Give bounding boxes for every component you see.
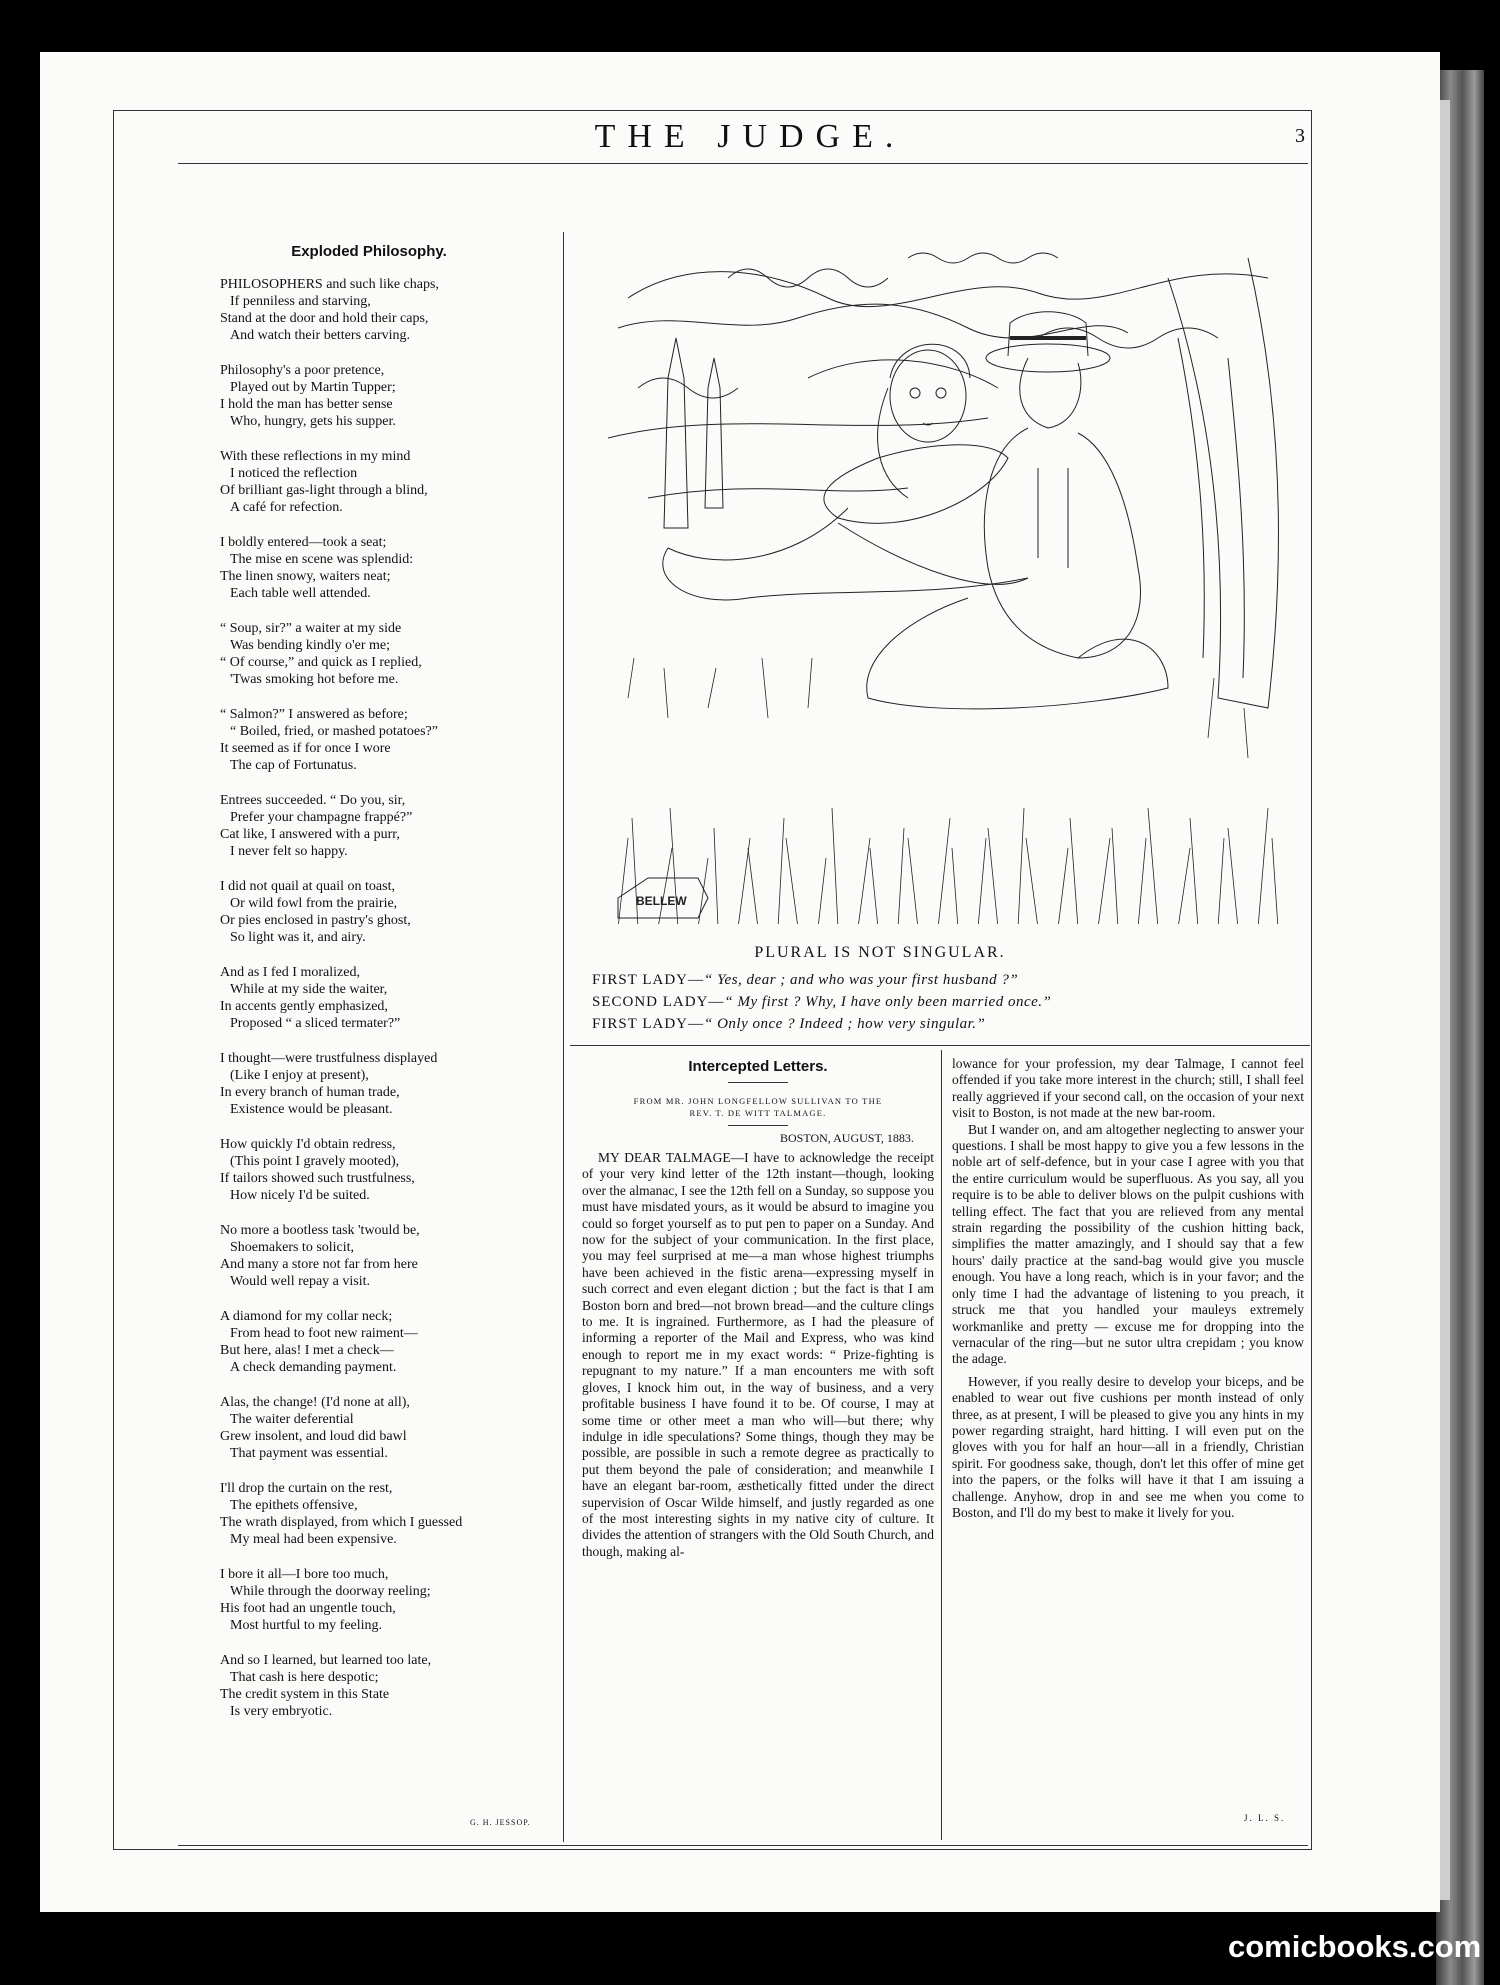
bottom-rule xyxy=(178,1845,1308,1846)
poem-line: Alas, the change! (I'd none at all), xyxy=(220,1395,410,1410)
letter-initials: J. L. S. xyxy=(1244,1813,1286,1823)
poem-stanza xyxy=(220,276,550,344)
poem-line: Or wild fowl from the prairie, xyxy=(230,896,398,911)
poem-line: The waiter deferential xyxy=(230,1412,354,1427)
poem-line: PHILOSOPHERS and such like chaps, xyxy=(220,277,439,292)
letters-title: Intercepted Letters. xyxy=(688,1058,828,1075)
from-line-1: FROM MR. JOHN LONGFELLOW SULLIVAN TO THE xyxy=(633,1096,883,1106)
poem-line: The credit system in this State xyxy=(220,1687,390,1702)
poem-line: The epithets offensive, xyxy=(230,1498,358,1513)
poem-line: In every branch of human trade, xyxy=(220,1085,400,1100)
masthead: THE JUDGE. xyxy=(594,118,906,155)
poem-line: Played out by Martin Tupper; xyxy=(230,380,396,395)
poem-line: Philosophy's a poor pretence, xyxy=(220,363,385,378)
poem-line: From head to foot new raiment— xyxy=(230,1326,418,1341)
poem-line: Who, hungry, gets his supper. xyxy=(230,414,396,429)
poem-line: I'll drop the curtain on the rest, xyxy=(220,1481,393,1496)
poem-line: And as I fed I moralized, xyxy=(220,965,360,980)
page-number: 3 xyxy=(1295,125,1305,147)
poem-line: Proposed “ a sliced termater?” xyxy=(230,1016,401,1031)
poem-line: I boldly entered—took a seat; xyxy=(220,535,387,550)
poem-stanza xyxy=(220,878,550,946)
poem-stanza xyxy=(220,534,550,602)
caption-line-2 xyxy=(592,994,1051,1011)
caption-speaker: SECOND LADY— xyxy=(592,994,725,1010)
poem-stanza xyxy=(220,1050,550,1118)
poem-line: No more a bootless task 'twould be, xyxy=(220,1223,420,1238)
poem-line: It seemed as if for once I wore xyxy=(220,741,391,756)
letter-paragraph: MY DEAR TALMAGE—I have to acknowledge the receipt of your very kind letter of the 12th instant—though, looking over the almanac, I see the 12th fell on a Sunday, so suppose you must have misdated yours, as it would be absurd to imagine you could so forget yourself as to put pen to paper on a Sunday. And now for the subject of your communication. In the first place, you may feel surprised at me—a man whose highest triumphs have been achieved in the fistic arena—expressing myself in such correct and even elegant diction ; but the fact is that I am Boston born and bred—not brown bread—and the culture clings to me. It is ingrained. Furthermore, as I had the pleasure of informing a reporter of the Mail and Express, who was kind enough to report me in my exact words: “ Prize-fighting is repugnant to my nature.” If a man encounters me with soft gloves, I knock him out, in the way of business, and a very profitable business I have found it to be. Of course, I may at some time or other meet a man who will—but there; why indulge in idle speculations? Some things, though they may be possible, are possible in such a remote degree as practically to put them beyond the pale of consideration; and meanwhile I have an elegant bar-room, æsthetically fitted under the direct supervision of Oscar Wilde himself, and justly regarded as one of the most interesting sights in my native city of culture. It divides the attention of strangers with the Old South Church, and though, making al- xyxy=(582,1150,934,1559)
poem-line: A café for refection. xyxy=(230,500,343,515)
poem-line: A diamond for my collar neck; xyxy=(220,1309,393,1324)
poem-line: Cat like, I answered with a purr, xyxy=(220,827,400,842)
from-rule xyxy=(728,1125,788,1126)
poem-line: Is very embryotic. xyxy=(230,1704,333,1719)
poem-stanza xyxy=(220,964,550,1032)
poem-line: If tailors showed such trustfulness, xyxy=(220,1171,415,1186)
poem-line: (Like I enjoy at present), xyxy=(230,1068,369,1083)
poem-title: Exploded Philosophy. xyxy=(291,243,447,260)
poem-body xyxy=(220,276,550,1738)
poem-line: With these reflections in my mind xyxy=(220,449,411,464)
poem-line: Existence would be pleasant. xyxy=(230,1102,393,1117)
poem-stanza xyxy=(220,448,550,516)
caption-line-1 xyxy=(592,972,1018,989)
letter-paragraph: But I wander on, and am altogether neglecting to answer your questions. I shall be most happy to give you a few lessons in the noble art of self-defence, but in your case I agree with you that the entire curriculum would be superfluous. As you say, all you require is to be able to deliver blows on the pulpit cushions with telling effect. The fact that you are relieved from any mental strain regarding the possibility of the cushion hitting back, simplifies the matter amazingly, and I should say that a few hours' daily practice at the sand-bag would give you muscle enough. You have a long reach, which is in your favor; and the only time I had the advantage of listening to you preach, it struck me that you handled your mauleys extremely workmanlike and pretty — excuse me for dropping into the vernacular of the ring—but ne sutor ultra crepidam ; you know the adage. xyxy=(952,1121,1304,1367)
poem-stanza xyxy=(220,792,550,860)
poem-line: Shoemakers to solicit, xyxy=(230,1240,355,1255)
caption-quote: “ Only once ? Indeed ; how very singular.” xyxy=(704,1016,986,1032)
poem-line: I hold the man has better sense xyxy=(220,397,393,412)
poem-line: And watch their betters carving. xyxy=(230,328,410,343)
poem-line: My meal had been expensive. xyxy=(230,1532,397,1547)
poem-line: The wrath displayed, from which I guessed xyxy=(220,1515,463,1530)
poem-line: I bore it all—I bore too much, xyxy=(220,1567,389,1582)
poem-line: That payment was essential. xyxy=(230,1446,388,1461)
poem-line: A check demanding payment. xyxy=(230,1360,397,1375)
illustration-two-ladies xyxy=(608,238,1294,924)
page-edge xyxy=(1440,100,1450,1900)
letter-paragraph: lowance for your profession, my dear Talmage, I cannot feel offended if you take more interest in the church; still, I shall feel really aggrieved if your second call, on the occasion of your next visit to Boston, is not made at the new bar-room. xyxy=(952,1056,1304,1121)
poem-line: His foot had an ungentle touch, xyxy=(220,1601,396,1616)
poem-line: The mise en scene was splendid: xyxy=(230,552,414,567)
poem-line: Prefer your champagne frappé?” xyxy=(230,810,413,825)
poem-line: While through the doorway reeling; xyxy=(230,1584,431,1599)
poem-line: 'Twas smoking hot before me. xyxy=(230,672,399,687)
poem-line: Most hurtful to my feeling. xyxy=(230,1618,383,1633)
illustration-signature: BELLEW xyxy=(636,894,687,908)
poem-line: Was bending kindly o'er me; xyxy=(230,638,391,653)
poem-line: How quickly I'd obtain redress, xyxy=(220,1137,396,1152)
caption-speaker: FIRST LADY— xyxy=(592,972,704,988)
poem-line: The cap of Fortunatus. xyxy=(230,758,357,773)
caption-line-3 xyxy=(592,1016,985,1033)
poem-line: “ Of course,” and quick as I replied, xyxy=(220,655,422,670)
poem-stanza xyxy=(220,1394,550,1462)
poem-line: How nicely I'd be suited. xyxy=(230,1188,370,1203)
watermark: comicbooks.com xyxy=(1228,1929,1482,1964)
poem-line: “ Soup, sir?” a waiter at my side xyxy=(220,621,402,636)
poem-line: I thought—were trustfulness displayed xyxy=(220,1051,438,1066)
poem-line: The linen snowy, waiters neat; xyxy=(220,569,391,584)
poem-line: Each table well attended. xyxy=(230,586,371,601)
poem-line: Entrees succeeded. “ Do you, sir, xyxy=(220,793,406,808)
poem-line: “ Boiled, fried, or mashed potatoes?” xyxy=(230,724,438,739)
letter-from-line xyxy=(582,1095,934,1119)
poem-line: I did not quail at quail on toast, xyxy=(220,879,395,894)
poem-line: In accents gently emphasized, xyxy=(220,999,388,1014)
poem-stanza xyxy=(220,1136,550,1204)
poem-line: While at my side the waiter, xyxy=(230,982,388,997)
poem-line: But here, alas! I met a check— xyxy=(220,1343,394,1358)
poem-line: I noticed the reflection xyxy=(230,466,358,481)
top-rule xyxy=(178,163,1308,164)
caption-quote: “ My first ? Why, I have only been married once.” xyxy=(724,994,1052,1010)
caption-quote: “ Yes, dear ; and who was your first husband ?” xyxy=(704,972,1019,988)
title-underline xyxy=(728,1082,788,1083)
poem-stanza xyxy=(220,1222,550,1290)
poem-line: If penniless and starving, xyxy=(230,294,371,309)
poem-line: Or pies enclosed in pastry's ghost, xyxy=(220,913,411,928)
letter-column-2 xyxy=(952,1056,1304,1521)
caption-speaker: FIRST LADY— xyxy=(592,1016,704,1032)
section-rule xyxy=(570,1045,1310,1046)
poem-line: And so I learned, but learned too late, xyxy=(220,1653,432,1668)
dateline: BOSTON, AUGUST, 1883. xyxy=(780,1131,914,1145)
poem-line: Of brilliant gas-light through a blind, xyxy=(220,483,428,498)
letter-column-1 xyxy=(582,1150,934,1560)
column-rule xyxy=(563,232,564,1842)
poem-line: Would well repay a visit. xyxy=(230,1274,371,1289)
poem-line: That cash is here despotic; xyxy=(230,1670,379,1685)
poem-line: And many a store not far from here xyxy=(220,1257,418,1272)
caption-title: PLURAL IS NOT SINGULAR. xyxy=(754,944,1006,961)
poem-line: I never felt so happy. xyxy=(230,844,348,859)
poem-signature: G. H. JESSOP. xyxy=(470,1818,531,1827)
poem-stanza xyxy=(220,1566,550,1634)
poem-line: Stand at the door and hold their caps, xyxy=(220,311,429,326)
poem-line: So light was it, and airy. xyxy=(230,930,366,945)
poem-stanza xyxy=(220,1652,550,1720)
poem-stanza xyxy=(220,1308,550,1376)
poem-line: Grew insolent, and loud did bawl xyxy=(220,1429,407,1444)
column-rule xyxy=(941,1050,942,1840)
poem-stanza xyxy=(220,706,550,774)
poem-line: (This point I gravely mooted), xyxy=(230,1154,400,1169)
poem-line: “ Salmon?” I answered as before; xyxy=(220,707,408,722)
poem-stanza xyxy=(220,1480,550,1548)
poem-stanza xyxy=(220,362,550,430)
letter-paragraph: However, if you really desire to develop your biceps, and be enabled to wear out five cushions per month instead of only three, as at present, I will be pleased to give you any hints in my power regarding straight, hard hitting. I will even put on the gloves with you for half an hour—all in a friendly, Christian spirit. For goodness sake, though, don't let this offer of mine get into the papers, or the folks will have it that I am issuing a challenge. Anyhow, drop in and see me when you come to Boston, and I'll do my best to make it lively for you. xyxy=(952,1373,1304,1520)
poem-stanza xyxy=(220,620,550,688)
from-line-2: REV. T. DE WITT TALMAGE. xyxy=(689,1108,827,1118)
